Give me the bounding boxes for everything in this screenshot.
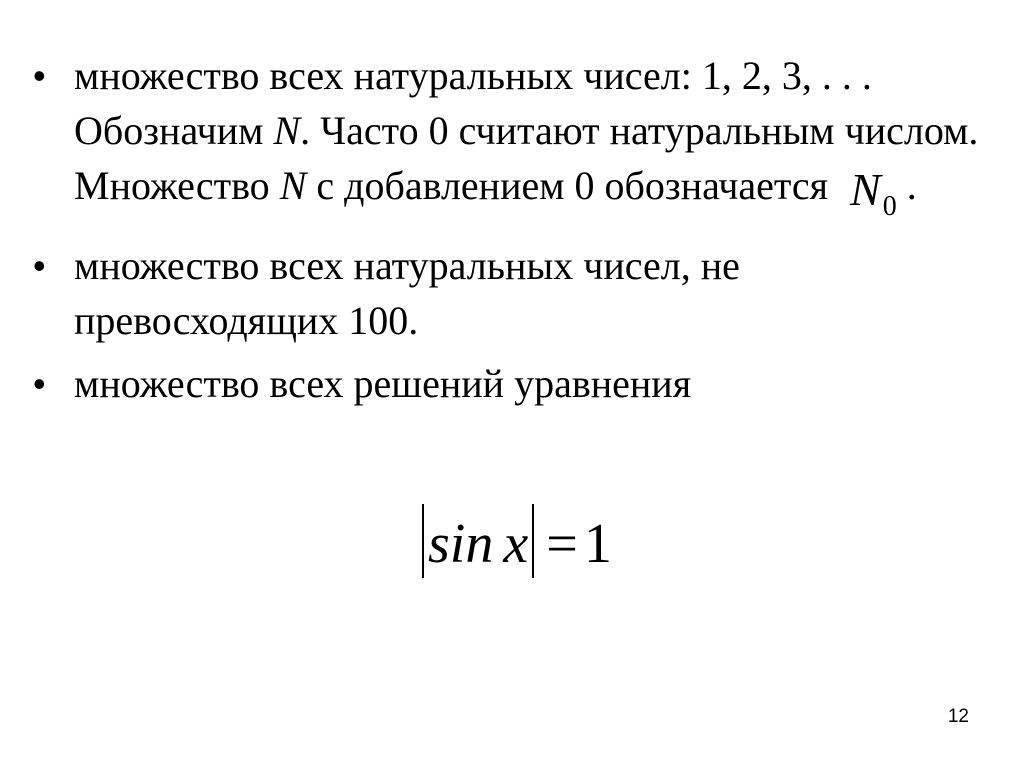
equation-variable: x <box>503 513 529 575</box>
math-symbol-n: N <box>279 163 307 208</box>
bullet-marker: • <box>33 55 46 96</box>
equation-equals-sign: = <box>546 513 578 575</box>
formula-subscript: 0 <box>882 191 897 222</box>
bullet-marker: • <box>33 245 46 286</box>
equation-rhs: 1 <box>583 513 612 575</box>
bullet-item-equation-solutions <box>33 356 993 411</box>
abs-bar-left <box>422 504 424 578</box>
equation-abs-sin-x <box>418 504 612 584</box>
bullet-list <box>33 48 993 415</box>
equation-function: sin <box>428 513 494 575</box>
bullet-text: множество всех решений уравнения <box>74 361 692 406</box>
bullet-marker: • <box>33 363 46 404</box>
math-symbol-n: N <box>273 108 301 153</box>
bullet-text-end: . <box>896 163 917 208</box>
formula-n0 <box>850 162 897 234</box>
bullet-item-natural-numbers <box>33 48 993 234</box>
bullet-text-part: . Часто 0 считают натуральным числом. Множество <box>74 108 979 208</box>
bullet-text-part: множество всех натуральных чисел: 1, 2, 3, . . . Обозначим <box>74 53 872 153</box>
slide-number: 12 <box>947 706 969 727</box>
bullet-item-numbers-up-to-100 <box>33 238 993 348</box>
formula-base: N <box>850 164 881 215</box>
bullet-text: множество всех натуральных чисел, не превосходящих 100. <box>74 243 740 343</box>
bullet-text-part: с добавлением 0 обозначается <box>306 163 828 208</box>
abs-bar-right <box>532 504 534 578</box>
